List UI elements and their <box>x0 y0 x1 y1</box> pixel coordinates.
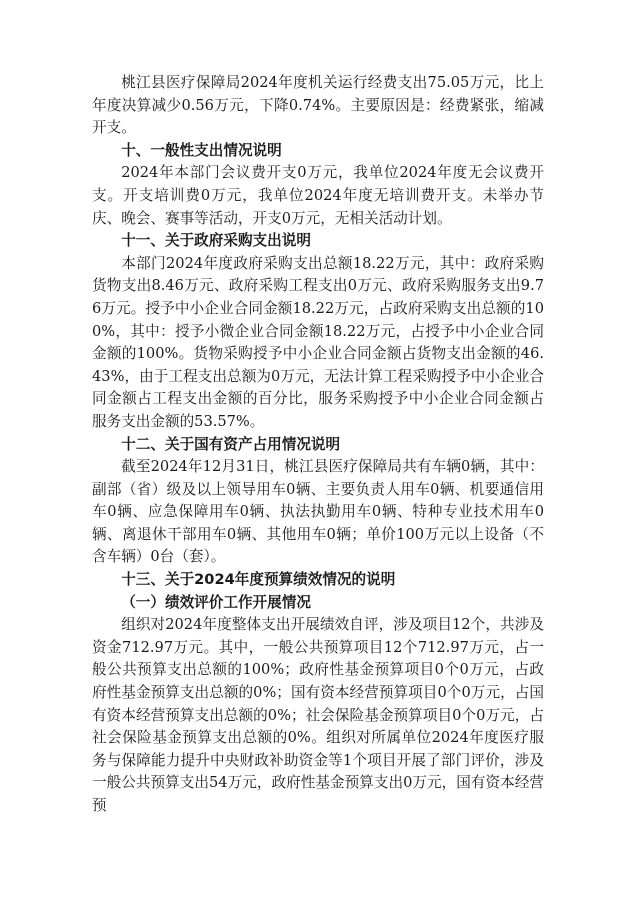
section-heading-13: 十三、关于2024年度预算绩效情况的说明 <box>121 571 396 589</box>
subsection-heading-13-1: （一）绩效评价工作开展情况 <box>121 593 311 611</box>
paragraph-general-expenses: 2024年本部门会议费开支0万元，我单位2024年度无会议费开支。开支培训费0万元，我单位2024年度无培训费开支。未举办节庆、晚会、赛事等活动，开支0万元，无相关活动计划。 <box>92 164 544 227</box>
paragraph-performance-evaluation: 组织对2024年度整体支出开展绩效自评，涉及项目12个，共涉及资金712.97万元。其中，一般公共预算项目12个712.97万元，占一般公共预算支出总额的100%；政府性基金预算项目0个0万元，占政府性基金预算支出总额的0%；国有资本经营预算项目0个0万元，占国有资本经营预算支出总额的0%；社会保险基金预算项目0个0万元，占社会保险基金预算支出总额的0%。组织对所属单位2024年度医疗服务与保障能力提升中央财政补助资金等1个项目开展了部门评价，涉及一般公共预算支出54万元，政府性基金预算支出0万元，国有资本经营预 <box>92 616 544 814</box>
section-heading-12: 十二、关于国有资产占用情况说明 <box>121 435 341 453</box>
section-heading-10: 十、一般性支出情况说明 <box>121 141 282 159</box>
document-body <box>92 72 544 818</box>
section-heading-11: 十一、关于政府采购支出说明 <box>121 232 311 250</box>
paragraph-running-costs: 桃江县医疗保障局2024年度机关运行经费支出75.05万元，比上年度决算减少0.56万元，下降0.74%。主要原因是：经费紧张，缩减开支。 <box>92 74 544 137</box>
paragraph-state-assets: 截至2024年12月31日，桃江县医疗保障局共有车辆0辆，其中：副部（省）级及以上领导用车0辆、主要负责人用车0辆、机要通信用车0辆、应急保障用车0辆、执法执勤用车0辆、特种专业技术用车0辆、离退休干部用车0辆、其他用车0辆；单价100万元以上设备（不含车辆）0台（套）。 <box>92 458 544 566</box>
paragraph-procurement: 本部门2024年度政府采购支出总额18.22万元，其中：政府采购货物支出8.46万元、政府采购工程支出0万元、政府采购服务支出9.76万元。授予中小企业合同金额18.22万元，占政府采购支出总额的100%，其中：授予小微企业合同金额18.22万元，占授予中小企业合同金额的100%。货物采购授予中小企业合同金额占货物支出金额的46.43%，由于工程支出总额为0万元，无法计算工程采购授予中小企业合同金额占工程支出金额的百分比，服务采购授予中小企业合同金额占服务支出金额的53.57%。 <box>92 254 544 430</box>
